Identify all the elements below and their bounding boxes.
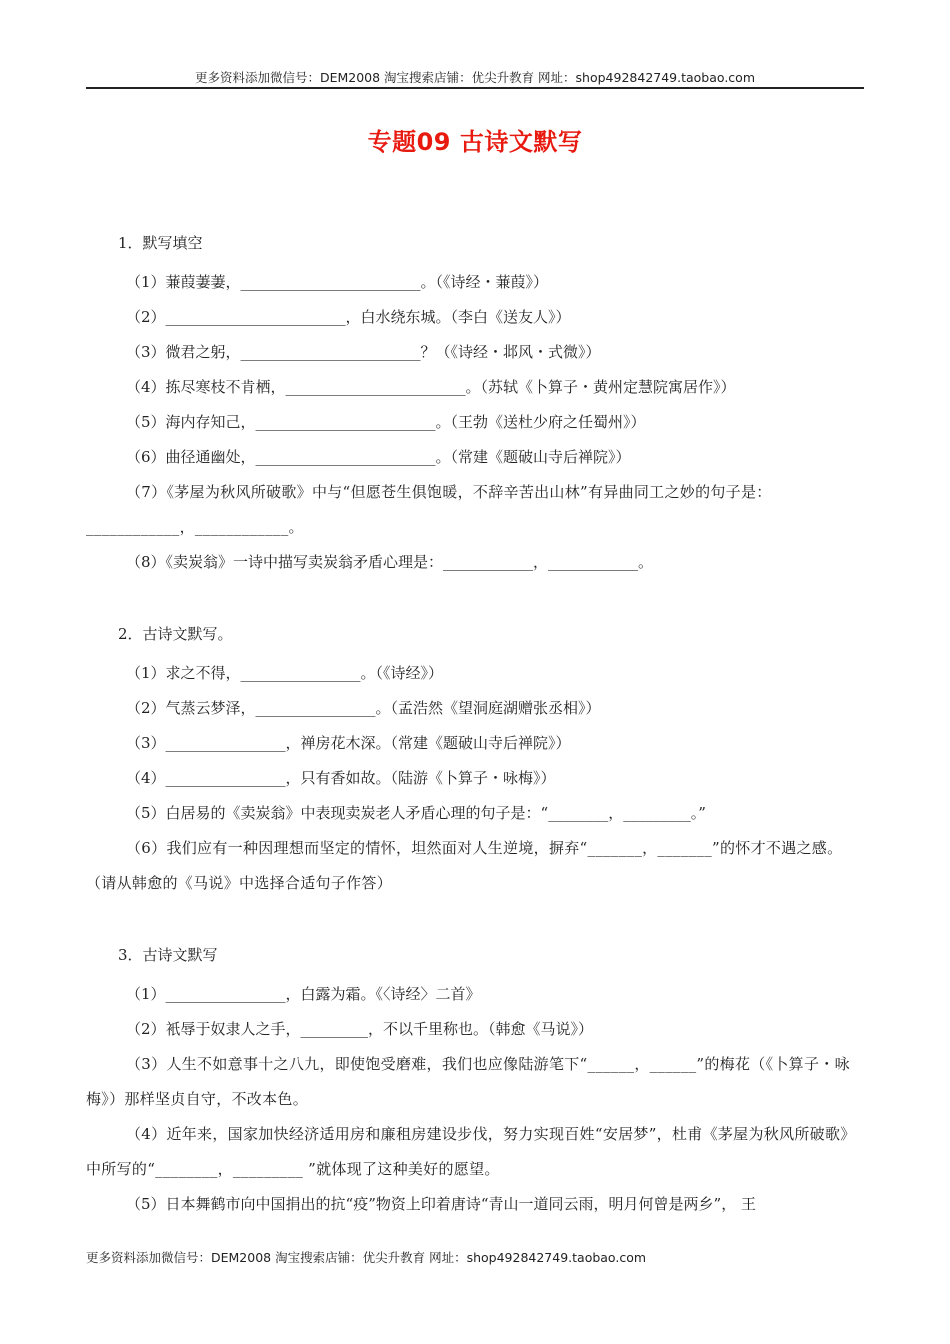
question-item: （1）求之不得，________________。（《诗经》）: [126, 664, 444, 682]
question-item: （5）海内存知己，________________________。（王勃《送杜少府之任蜀州》）: [126, 413, 646, 431]
header-divider: [86, 87, 864, 89]
question-item: （5）白居易的《卖炭翁》中表现卖炭老人矛盾心理的句子是：“________，_________。”: [126, 804, 706, 822]
document-body: [86, 232, 864, 1222]
section-heading: 2．古诗文默写。: [118, 625, 233, 643]
question-item: （3）微君之躬，________________________？（《诗经・邶风・式微》）: [126, 343, 601, 361]
page-footer: 更多资料添加微信号：DEM2008 淘宝搜索店铺：优尖升教育 网址：shop492842749.taobao.com: [86, 1250, 647, 1265]
section-heading: 3．古诗文默写: [118, 946, 218, 964]
question-item: （4）________________，只有香如故。（陆游《卜算子・咏梅》）: [126, 769, 556, 787]
question-item: （1）蒹葭萋萋，________________________。（《诗经・蒹葭》）: [126, 273, 549, 291]
page-title: 专题09 古诗文默写: [367, 128, 583, 156]
question-item: （4）拣尽寒枝不肯栖，________________________。（苏轼《卜算子・黄州定慧院寓居作》）: [126, 378, 736, 396]
question-item: （2）________________________，白水绕东城。（李白《送友人》）: [126, 308, 571, 326]
question-item: （8）《卖炭翁》一诗中描写卖炭翁矛盾心理是：____________，____________。: [126, 553, 654, 571]
question-item: （2）衹辱于奴隶人之手，_________，不以千里称也。（韩愈《马说》）: [126, 1020, 594, 1038]
question-item: （2）气蒸云梦泽，________________。（孟浩然《望洞庭湖赠张丞相》）: [126, 699, 601, 717]
question-item: （3）________________，禅房花木深。（常建《题破山寺后禅院》）: [126, 734, 571, 752]
question-item: （5）日本舞鹤市向中国捐出的抗“疫”物资上印着唐诗“青山一道同云雨，明月何曾是两乡”， 王: [126, 1195, 756, 1213]
question-item: （6）我们应有一种因理想而坚定的情怀，坦然面对人生逆境，摒弃“_______，_______”的怀才不遇之感。（请从韩愈的《马说》中选择合适句子作答）: [86, 839, 843, 892]
question-item: （6）曲径通幽处，________________________。（常建《题破山寺后禅院》）: [126, 448, 631, 466]
question-item: （7）《茅屋为秋风所破歌》中与“但愿苍生俱饱暖，不辞辛苦出山林”有异曲同工之妙的句子是：____________，____________。: [86, 483, 772, 536]
question-item: （4）近年来，国家加快经济适用房和廉租房建设步伐，努力实现百姓“安居梦”，杜甫《茅屋为秋风所破歌》中所写的“________，_________ ”就体现了这种美好的愿望。: [86, 1125, 856, 1178]
question-item: （3）人生不如意事十之八九，即使饱受磨难，我们也应像陆游笔下“______，______”的梅花（《卜算子・咏梅》）那样坚贞自守，不改本色。: [86, 1055, 850, 1108]
page-header: 更多资料添加微信号：DEM2008 淘宝搜索店铺：优尖升教育 网址：shop492842749.taobao.com: [194, 70, 756, 85]
question-item: （1）________________，白露为霜。《〈诗经〉二首》: [126, 985, 481, 1003]
section-heading: 1．默写填空: [118, 234, 203, 252]
